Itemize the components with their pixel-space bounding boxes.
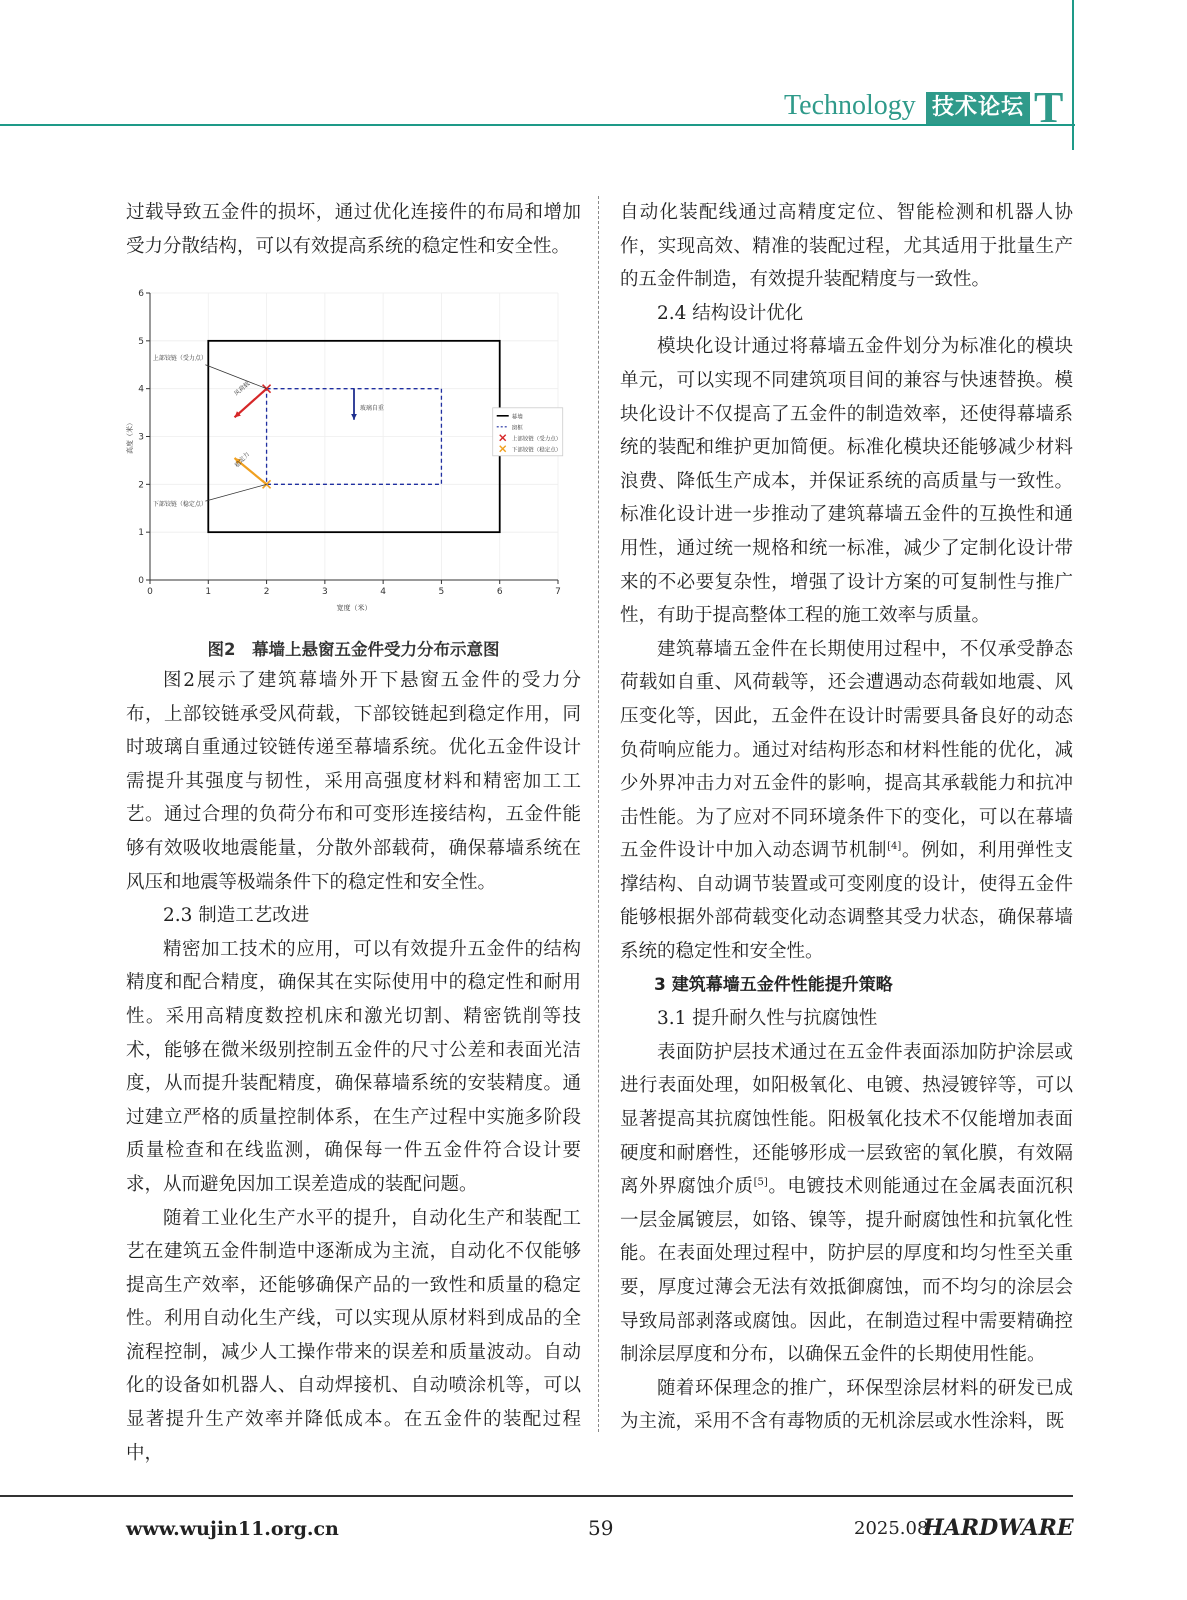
wind-load-label: 风荷载 (233, 380, 252, 398)
y-tick-label: 4 (138, 384, 144, 395)
x-tick-label: 1 (205, 587, 212, 597)
text-run: 。电镀技术则能通过在金属表面沉积一层金属镀层，如铬、镍等，提升耐腐蚀性和抗氧化性能。在表面处理过程中，防护层的厚度和均匀性至关重要，厚度过薄会无法有效抵御腐蚀，而不均匀的涂层会导致局部剥落或腐蚀。因此，在制造过程中需要精确控制涂层厚度和分布，以确保五金件的长期使用性能。 (620, 1176, 1073, 1366)
text-run: 建筑幕墙五金件在长期使用过程中，不仅承受静态荷载如自重、风荷载等，还会遭遇动态荷载如地震、风压变化等，因此，五金件在设计时需要具备良好的动态负荷响应能力。通过对结构形态和材料性能的优化，减少外界冲击力对五金件的影响，提高其承载能力和抗冲击性能。为了应对不同环境条件下的变化，可以在幕墙五金件设计中加入动态调节机制 (620, 638, 1073, 862)
paragraph: 随着环保理念的推广，环保型涂层材料的研发已成为主流，采用不含有毒物质的无机涂层或水性涂料，既 (620, 1377, 1073, 1433)
y-tick-label: 5 (138, 336, 144, 347)
x-tick-label: 0 (147, 587, 153, 597)
footer-url[interactable]: www.wujin11.org.cn (126, 1518, 339, 1540)
legend-label: 幕墙 (511, 414, 523, 421)
left-column-body (126, 664, 581, 1470)
header-title-cn: 技术论坛 (926, 92, 1030, 124)
x-tick-label: 3 (321, 587, 328, 597)
y-axis-label: 高度（米） (126, 419, 134, 454)
legend-label: 下部铰链（稳定点） (511, 447, 562, 454)
upper-hinge-label: 上部铰链（受力点） (152, 354, 207, 362)
legend-label: 窗框 (511, 425, 523, 432)
header-rule (0, 124, 1075, 126)
lower-hinge-label: 下部铰链（稳定点） (152, 500, 207, 508)
paragraph: 自动化装配线通过高精度定位、智能检测和机器人协作，实现高效、精准的装配过程，尤其适用于批量生产的五金件制造，有效提升装配精度与一致性。 (620, 202, 1073, 291)
lower-hinge-leader (205, 484, 266, 501)
figure-legend (493, 408, 563, 456)
x-tick-label: 4 (380, 587, 387, 597)
header-letter: T (1034, 83, 1064, 132)
footer-rule (0, 1495, 1073, 1497)
y-tick-label: 1 (138, 528, 144, 539)
intro-paragraph: 过载导致五金件的损坏，通过优化连接件的布局和增加受力分散结构，可以有效提高系统的稳定性和安全性。 (126, 202, 581, 257)
header-title-en: Technology (784, 90, 916, 121)
text-run: 表面防护层技术通过在五金件表面添加防护涂层或进行表面处理，如阳极氧化、电镀、热浸镀锌等，可以显著提高其抗腐蚀性能。阳极氧化技术不仅能增加表面硬度和耐磨性，还能够形成一层致密的氧化膜，有效隔离外界腐蚀介质 (620, 1041, 1073, 1198)
issue-date: 2025.08 (854, 1518, 929, 1539)
paragraph: 精密加工技术的应用，可以有效提升五金件的结构精度和配合精度，确保其在实际使用中的稳定性和耐用性。采用高精度数控机床和激光切割、精密铣削等技术，能够在微米级别控制五金件的尺寸公差和表面光洁度，从而提升装配精度，确保幕墙系统的安装精度。通过建立严格的质量控制体系，在生产过程中实施多阶段质量检查和在线监测，确保每一件五金件符合设计要求，从而避免因加工误差造成的装配问题。 (126, 938, 581, 1195)
citation-ref[interactable]: [4] (887, 841, 902, 853)
section-heading-2-4: 2.4 结构设计优化 (657, 302, 804, 324)
force-distribution-figure (126, 285, 581, 630)
paragraph: 图2展示了建筑幕墙外开下悬窗五金件的受力分布，上部铰链承受风荷载，下部铰链起到稳定作用，同时玻璃自重通过铰链传递至幕墙系统。优化五金件设计需提升其强度与韧性，采用高强度材料和精密加工工艺。通过合理的负荷分布和可变形连接结构，五金件能够有效吸收地震能量，分散外部载荷，确保幕墙系统在风压和地震等极端条件下的稳定性和安全性。 (126, 670, 581, 893)
paragraph: 模块化设计通过将幕墙五金件划分为标准化的模块单元，可以实现不同建筑项目间的兼容与快速替换。模块化设计不仅提高了五金件的制造效率，还使得幕墙系统的装配和维护更加简便。标准化模块还能够减少材料浪费、降低生产成本，并保证系统的高质量与一致性。标准化设计进一步推动了建筑幕墙五金件的互换性和通用性，通过统一规格和统一标准，减少了定制化设计带来的不必要复杂性，增强了设计方案的可复制性与推广性，有助于提高整体工程的施工效率与质量。 (620, 336, 1073, 627)
y-tick-label: 6 (138, 289, 144, 299)
section-heading-3: 3 建筑幕墙五金件性能提升策略 (654, 974, 893, 995)
x-tick-label: 5 (438, 587, 445, 597)
x-tick-label: 7 (555, 587, 561, 597)
upper-hinge-leader (205, 365, 266, 389)
figure-caption: 图2 幕墙上悬窗五金件受力分布示意图 (207, 640, 500, 659)
right-column (620, 196, 1073, 1439)
glass-weight-label: 玻璃自重 (359, 405, 384, 413)
left-column-intro (126, 196, 581, 263)
stabilizing-force-label: 稳定力 (233, 450, 251, 469)
y-tick-label: 2 (138, 480, 144, 491)
paragraph: 随着工业化生产水平的提升，自动化生产和装配工艺在建筑五金件制造中逐渐成为主流，自动化不仅能够提高生产效率，还能够确保产品的一致性和质量的稳定性。利用自动化生产线，可以实现从原材料到成品的全流程控制，减少人工操作带来的误差和质量波动。自动化的设备如机器人、自动焊接机、自动喷涂机等，可以显著提升生产效率并降低成本。在五金件的装配过程中， (126, 1207, 581, 1464)
legend-label: 上部铰链（受力点） (511, 436, 562, 443)
text-run: 。例如，利用弹性支撑结构、自动调节装置或可变刚度的设计，使得五金件能够根据外部荷载变化动态调整其受力状态，确保幕墙系统的稳定性和安全性。 (620, 840, 1073, 963)
x-axis-label: 宽度（米） (336, 604, 372, 612)
paragraph (620, 633, 1073, 969)
magazine-name: HARDWARE (923, 1515, 1074, 1541)
section-heading-3-1: 3.1 提升耐久性与抗腐蚀性 (657, 1008, 878, 1030)
header-vertical-rule (1072, 0, 1074, 150)
y-tick-label: 0 (138, 576, 144, 586)
x-tick-label: 2 (263, 587, 270, 597)
page-number: 59 (588, 1516, 614, 1540)
column-divider (598, 196, 599, 1432)
section-heading-2-3: 2.3 制造工艺改进 (163, 905, 310, 927)
paragraph (620, 1036, 1073, 1372)
x-tick-label: 6 (496, 587, 503, 597)
y-tick-label: 3 (138, 432, 144, 443)
citation-ref[interactable]: [5] (753, 1177, 768, 1189)
